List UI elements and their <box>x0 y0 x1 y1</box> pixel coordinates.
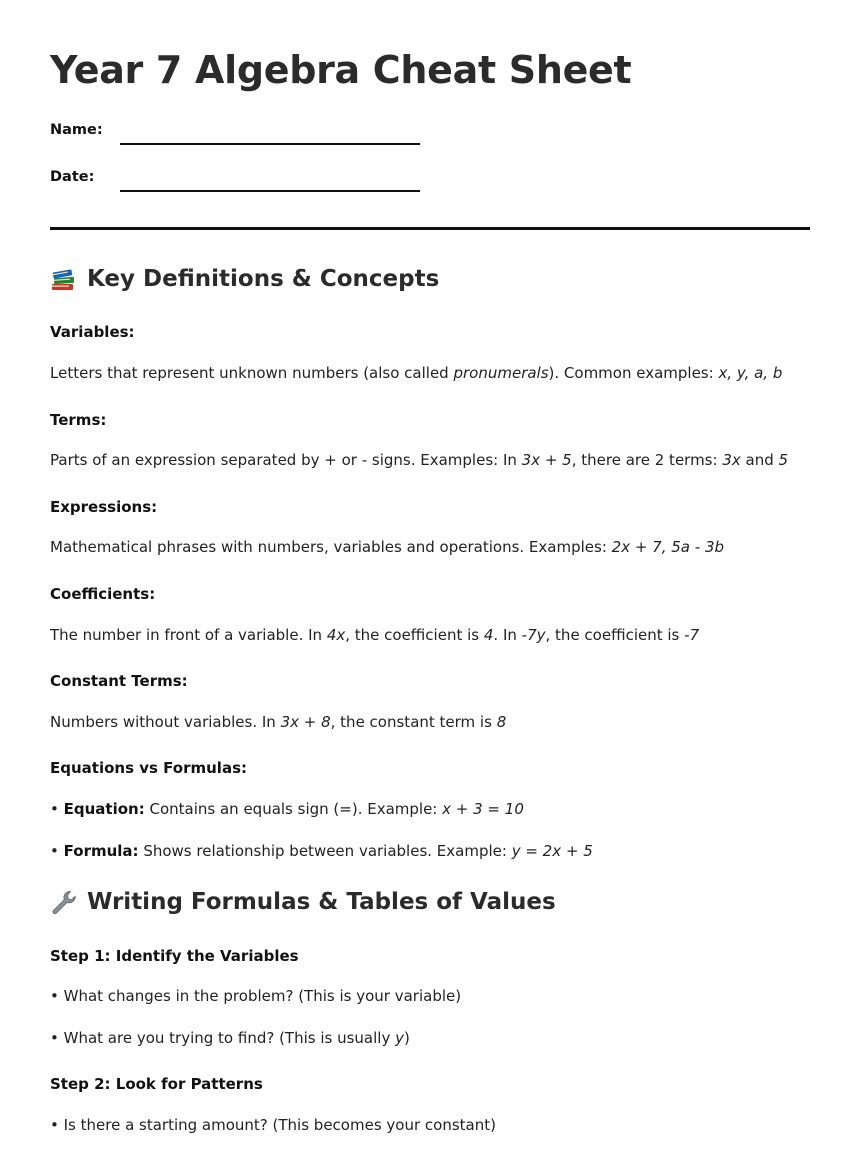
variables-text: Letters that represent unknown numbers (also called pronumerals). Common examples: x, y, a, b <box>50 364 783 382</box>
constants-heading: Constant Terms: <box>50 672 188 690</box>
date-field[interactable] <box>120 190 420 192</box>
name-label: Name: <box>50 122 103 138</box>
expressions-text: Mathematical phrases with numbers, variables and operations. Examples: 2x + 7, 5a - 3b <box>50 538 725 556</box>
name-field[interactable] <box>120 143 420 145</box>
list-item: • What changes in the problem? (This is your variable) <box>50 987 462 1005</box>
equations-vs-formulas-heading: Equations vs Formulas: <box>50 759 247 777</box>
section-title: Key Definitions & Concepts <box>87 266 440 292</box>
section-title: Writing Formulas & Tables of Values <box>87 889 556 915</box>
date-label: Date: <box>50 169 95 185</box>
section-heading-formulas <box>50 889 556 915</box>
variables-heading: Variables: <box>50 323 135 341</box>
list-item: • What are you trying to find? (This is usually y) <box>50 1029 410 1047</box>
step1-heading: Step 1: Identify the Variables <box>50 947 299 965</box>
page-title: Year 7 Algebra Cheat Sheet <box>50 48 632 92</box>
terms-text: Parts of an expression separated by + or - signs. Examples: In 3x + 5, there are 2 terms: 3x and 5 <box>50 451 789 469</box>
list-item: • Is there a starting amount? (This becomes your constant) <box>50 1116 496 1134</box>
books-icon <box>50 266 76 292</box>
section-heading-definitions <box>50 266 439 292</box>
wrench-icon <box>50 889 76 915</box>
divider <box>50 227 810 230</box>
constants-text: Numbers without variables. In 3x + 8, the constant term is 8 <box>50 713 507 731</box>
coefficients-text: The number in front of a variable. In 4x, the coefficient is 4. In -7y, the coefficient is -7 <box>50 626 700 644</box>
equation-item: • Equation: Contains an equals sign (=). Example: x + 3 = 10 <box>50 800 524 818</box>
expressions-heading: Expressions: <box>50 498 158 516</box>
terms-heading: Terms: <box>50 411 107 429</box>
formula-item: • Formula: Shows relationship between variables. Example: y = 2x + 5 <box>50 842 593 860</box>
coefficients-heading: Coefficients: <box>50 585 156 603</box>
step2-heading: Step 2: Look for Patterns <box>50 1075 263 1093</box>
